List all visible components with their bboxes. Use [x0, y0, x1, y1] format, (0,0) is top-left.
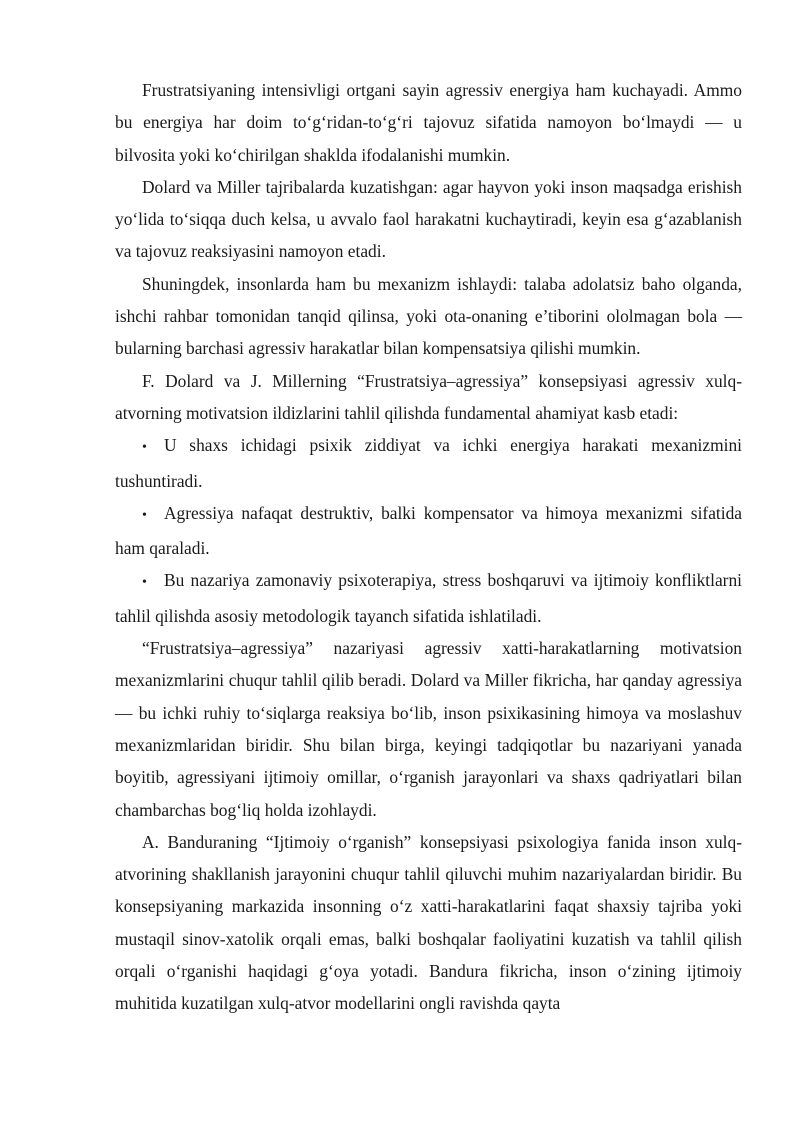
paragraph-theory-summary: “Frustratsiya–agressiya” nazariyasi agressiv xatti-harakatlarning motivatsion mexanizmlarini chuqur tahlil qilib beradi. Dolard va Miller fikricha, har qanday agressiya — bu ichki ruhiy to‘siqlarga reaksiya bo‘lib, inson psixikasining himoya va moslashuv mexanizmlaridan biridir. Shu bilan birga, keyingi tadqiqotlar bu nazariyani yanada boyitib, agressiyani ijtimoiy omillar, o‘rganish jarayonlari va shaxs qadriyatlari bilan chambarchas bog‘liq holda izohlaydi.: [115, 638, 742, 820]
bullet-text: Agressiya nafaqat destruktiv, balki kompensator va himoya mexanizmi sifatida ham qaraladi.: [115, 502, 742, 559]
bullet-item: [115, 429, 742, 497]
bullet-dot: •: [142, 507, 147, 523]
paragraph-concept-significance: F. Dolard va J. Millerning “Frustratsiya–agressiya” konsepsiyasi agressiv xulq-atvorning motivatsion ildizlarini tahlil qilishda fundamental ahamiyat kasb etadi:: [115, 370, 742, 423]
paragraph-bandura-concept: A. Banduraning “Ijtimoiy o‘rganish” konsepsiyasi psixologiya fanida inson xulq-atvorining shakllanish jarayonini chuqur tahlil qiluvchi muhim nazariyalardan biridir. Bu konsepsiyaning markazida insonning o‘z xatti-harakatlarini faqat shaxsiy tajriba yoki mustaqil sinov-xatolik orqali emas, balki boshqalar faoliyatini kuzatish va tahlil qilish orqali o‘rganishi haqidagi g‘oya yotadi. Bandura fikricha, inson o‘zining ijtimoiy muhitida kuzatilgan xulq-atvor modellarini ongli ravishda qayta: [115, 831, 742, 1014]
bullet-item: [115, 497, 742, 565]
bullet-text: U shaxs ichidagi psixik ziddiyat va ichki energiya harakati mexanizmini tushuntiradi.: [115, 435, 742, 491]
paragraph-dolard-miller-experiments: Dolard va Miller tajribalarda kuzatishgan: agar hayvon yoki inson maqsadga erishish yo‘lida to‘siqqa duch kelsa, u avvalo faol harakatni kuchaytiradi, keyin esa g‘azablanish va tajovuz reaksiyasini namoyon etadi.: [115, 176, 742, 262]
bullet-text: Bu nazariya zamonaviy psixoterapiya, stress boshqaruvi va ijtimoiy konfliktlarni tahlil qilishda asosiy metodologik tayanch sifatida ishlatiladi.: [115, 570, 742, 626]
paragraph-frustration-intensity: Frustratsiyaning intensivligi ortgani sayin agressiv energiya ham kuchayadi. Ammo bu energiya har doim to‘g‘ridan-to‘g‘ri tajovuz sifatida namoyon bo‘lmaydi — u bilvosita yoki ko‘chirilgan shaklda ifodalanishi mumkin.: [115, 80, 742, 165]
paragraph-human-mechanism: Shuningdek, insonlarda ham bu mexanizm ishlaydi: talaba adolatsiz baho olganda, ishchi rahbar tomonidan tanqid qilinsa, yoki ota-onaning e’tiborini ololmagan bola — bularning barchasi agressiv harakatlar bilan kompensatsiya qilishi mumkin.: [115, 273, 742, 359]
document-page: [115, 74, 742, 1020]
bullet-item: [115, 564, 742, 632]
bullet-dot: •: [142, 440, 147, 456]
bullet-dot: •: [142, 575, 147, 591]
